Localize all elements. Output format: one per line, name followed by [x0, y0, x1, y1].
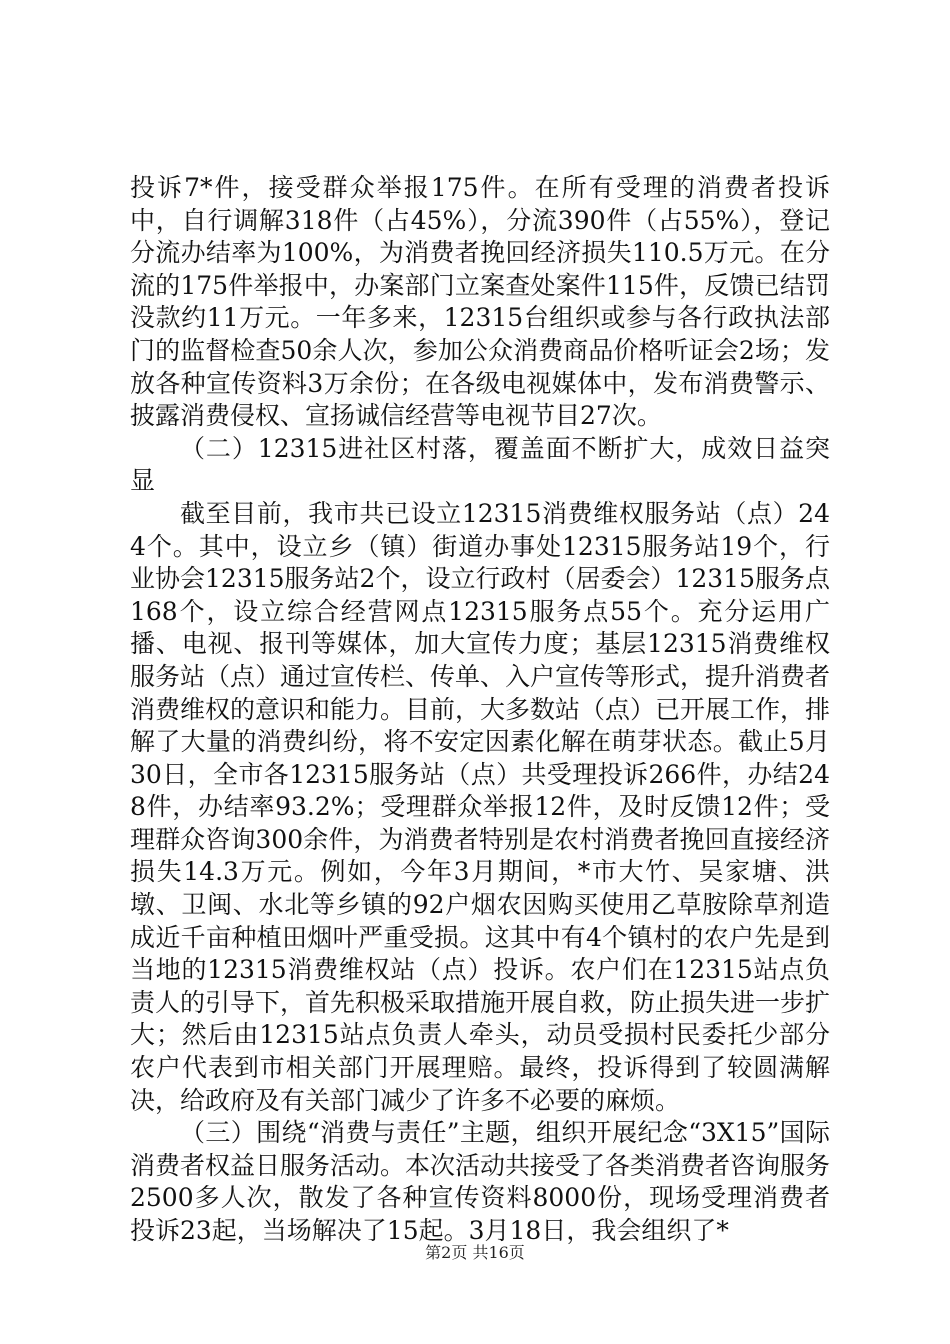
- section-heading-community: （二）12315进社区村落，覆盖面不断扩大，成效日益突显: [130, 433, 830, 496]
- paragraph-complaint-stats: 投诉7*件，接受群众举报175件。在所有受理的消费者投诉中，自行调解318件（占45%），分流390件（占55%），登记分流办结率为100%，为消费者挽回经济损失110.5万元。在分流的175件举报中，办案部门立案查处案件115件，反馈已结罚没款约11万元。一年多来，12315台组织或参与各行政执法部门的监督检查50余人次，参加公众消费商品价格听证会2场；发放各种宣传资料3万余份；在各级电视媒体中，发布消费警示、披露消费侵权、宣扬诚信经营等电视节目27次。: [130, 173, 830, 431]
- page-number-footer: 第2页 共16页: [425, 1243, 525, 1262]
- paragraph-consumer-day: （三）围绕“消费与责任”主题，组织开展纪念“3X15”国际消费者权益日服务活动。本次活动共接受了各类消费者咨询服务2500多人次，散发了各种宣传资料8000份，现场受理消费者投诉23起，当场解决了15起。3月18日，我会组织了*: [130, 1118, 831, 1245]
- paragraph-service-stations: 截至目前，我市共已设立12315消费维权服务站（点）244个。其中，设立乡（镇）街道办事处12315服务站19个，行业协会12315服务站2个，设立行政村（居委会）12315服务点168个，设立综合经营网点12315服务点55个。充分运用广播、电视、报刊等媒体，加大宣传力度；基层12315消费维权服务站（点）通过宣传栏、传单、入户宣传等形式，提升消费者消费维权的意识和能力。目前，大多数站（点）已开展工作，排解了大量的消费纠纷，将不安定因素化解在萌芽状态。截止5月30日，全市各12315服务站（点）共受理投诉266件，办结248件，办结率93.2%；受理群众举报12件，及时反馈12件；受理群众咨询300余件，为消费者特别是农村消费者挽回直接经济损失14.3万元。例如，今年3月期间，*市大竹、吴家塘、洪墩、卫闽、水北等乡镇的92户烟农因购买使用乙草胺除草剂造成近千亩种植田烟叶严重受损。这其中有4个镇村的农户先是到当地的12315消费维权站（点）投诉。农户们在12315站点负责人的引导下，首先积极采取措施开展自救，防止损失进一步扩大；然后由12315站点负责人牵头，动员受损村民委托少部分农户代表到市相关部门开展理赔。最终，投诉得到了较圆满解决，给政府及有关部门减少了许多不必要的麻烦。: [130, 498, 831, 1115]
- document-body: [130, 172, 830, 1248]
